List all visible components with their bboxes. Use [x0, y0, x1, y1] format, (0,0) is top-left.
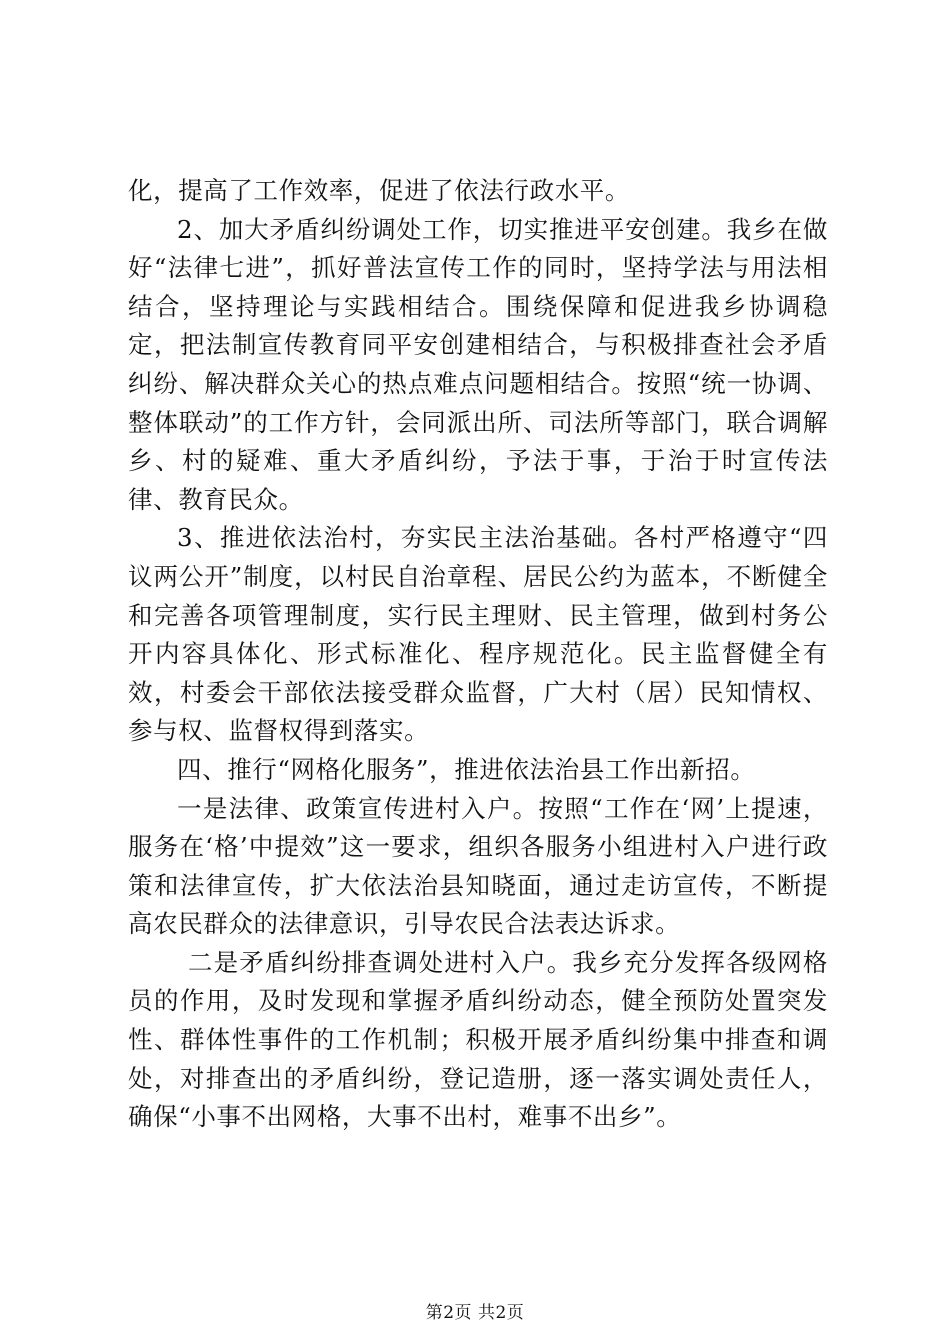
page-footer: 第2页 共2页 [425, 1303, 525, 1323]
paragraph-village-rule-of-law: 3、推进依法治村，夯实民主法治基础。各村严格遵守“四议两公开”制度，以村民自治章程、居民公约为蓝本，不断健全和完善各项管理制度，实行民主理财、民主管理，做到村务公开内容具体化、形式标准化、程序规范化。民主监督健全有效，村委会干部依法接受群众监督，广大村（居）民知情权、参与权、监督权得到落实。 [128, 523, 828, 746]
paragraph-continuation: 化，提高了工作效率，促进了依法行政水平。 [128, 176, 630, 205]
document-body [128, 172, 828, 1137]
section-heading-grid-service: 四、推行“网格化服务”，推进依法治县工作出新招。 [177, 754, 756, 784]
paragraph-law-publicity: 一是法律、政策宣传进村入户。按照“工作在‘网’上提速，服务在‘格’中提效”这一要求，组织各服务小组进村入户进行政策和法律宣传，扩大依法治县知晓面，通过走访宣传，不断提高农民群众的法律意识，引导农民合法表达诉求。 [128, 793, 828, 939]
paragraph-dispute-mediation: 2、加大矛盾纠纷调处工作，切实推进平安创建。我乡在做好“法律七进”，抓好普法宣传工作的同时，坚持学法与用法相结合，坚持理论与实践相结合。围绕保障和促进我乡协调稳定，把法制宣传教育同平安创建相结合，与积极排查社会矛盾纠纷、解决群众关心的热点难点问题相结合。按照“统一协调、整体联动”的工作方针，会同派出所、司法所等部门，联合调解乡、村的疑难、重大矛盾纠纷，予法于事，于治于时宣传法律、教育民众。 [128, 214, 828, 514]
paragraph-dispute-screening: 二是矛盾纠纷排查调处进村入户。我乡充分发挥各级网格员的作用，及时发现和掌握矛盾纠纷动态，健全预防处置突发性、群体性事件的工作机制；积极开展矛盾纠纷集中排查和调处，对排查出的矛盾纠纷，登记造册，逐一落实调处责任人，确保“小事不出网格，大事不出村，难事不出乡”。 [128, 947, 828, 1132]
